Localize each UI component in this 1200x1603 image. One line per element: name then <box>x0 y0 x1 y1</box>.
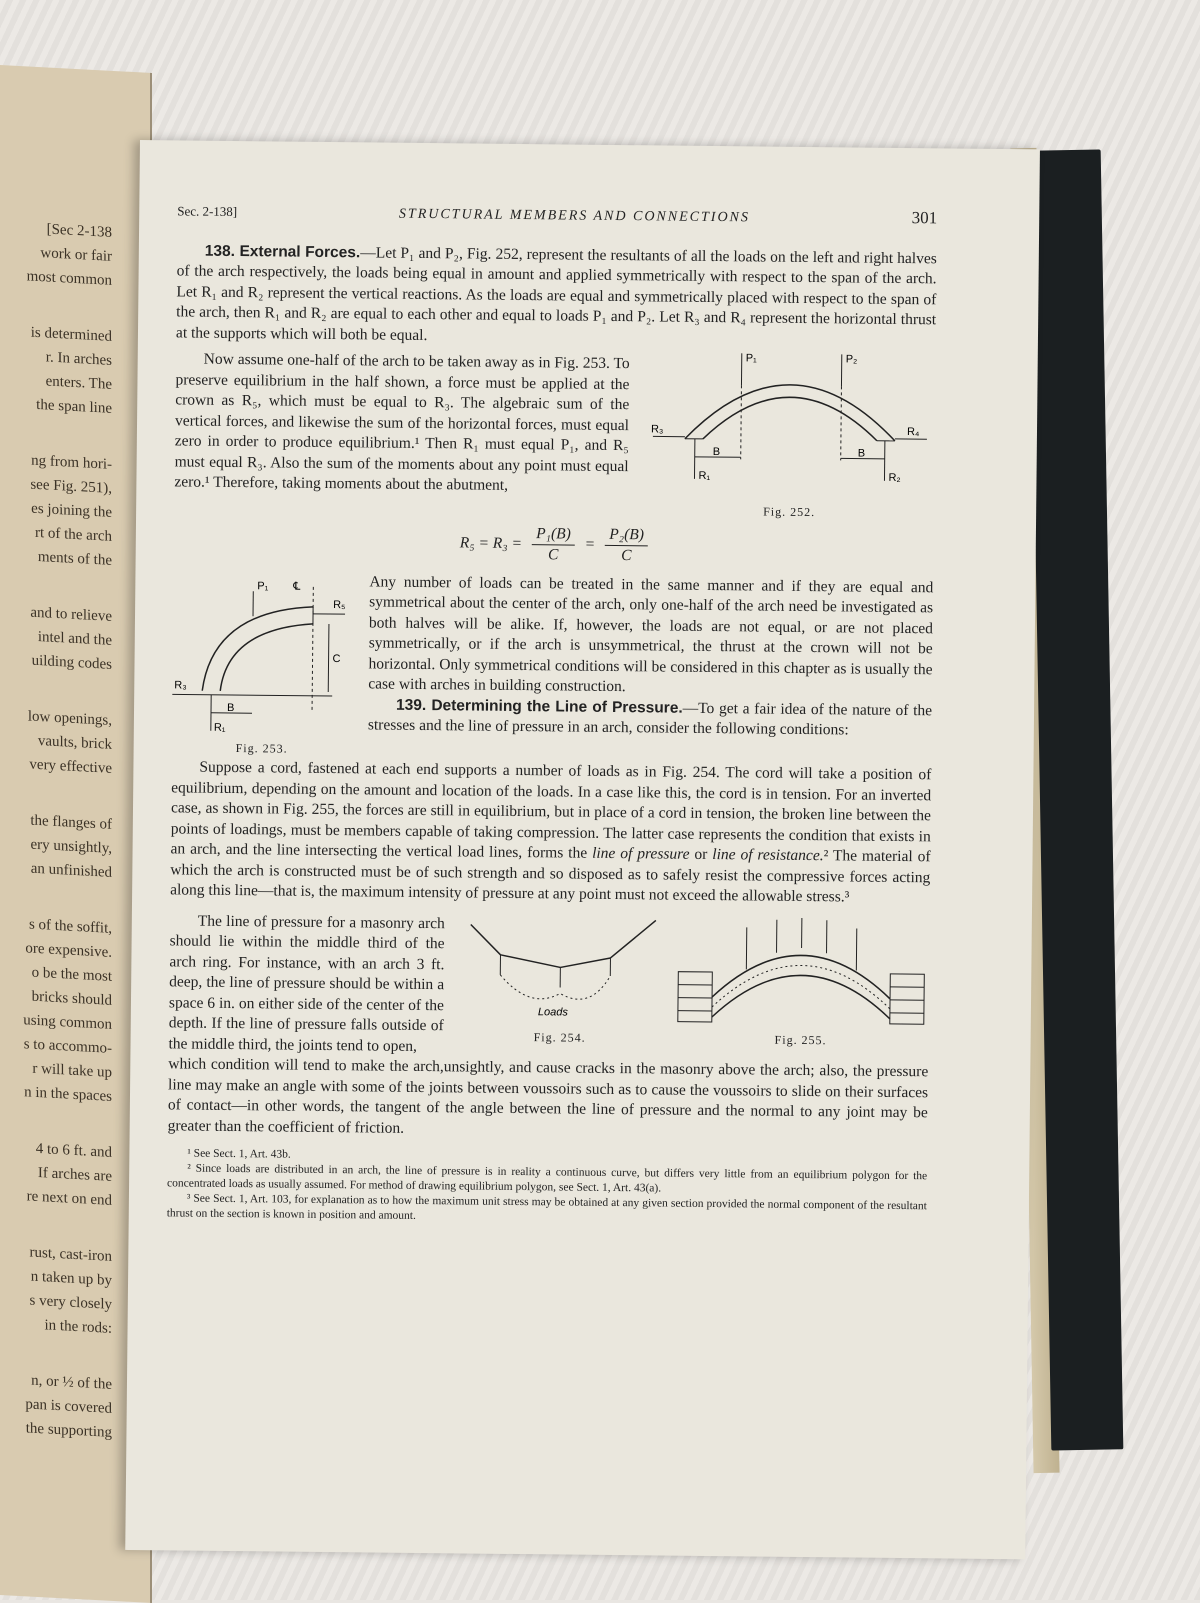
sec138-para2: Now assume one-half of the arch to be taken away as in Fig. 253. To preserve equilibrium in the half shown, a force must be applied at the crown as R₅, which must be equal to R₃. The algebraic sum of the vertical forces, and likewise the sum of the horizontal forces, must equal zero in order to produce equilibrium.¹ Then R₁ must equal P₁, and R₅ must equal R₃. Also the sum of the moments about any point must equal zero.¹ Therefore, taking moments about the abutment, <box>174 349 629 497</box>
left-page-line: If arches are <box>0 1159 112 1189</box>
sec138-para2-col <box>174 349 630 520</box>
left-page-line: and to relieve <box>0 599 112 629</box>
running-header <box>177 200 937 230</box>
left-page-line: work or fair <box>0 239 112 269</box>
footnote-1: ¹ See Sect. 1, Art. 43b. <box>167 1146 927 1169</box>
fig253-caption: Fig. 253. <box>236 738 288 759</box>
footnotes <box>167 1146 928 1229</box>
sec138-para1: 138. External Forces.—Let P₁ and P₂, Fig. 252, represent the resultants of all the loads on the left and right halves of the arch respectively, the loads being equal in amount and applied symmetrically with respect to the span of the arch. Let R₁ and R₂ represent the vertical reactions. As the loads are equal and symmetrically placed with respect to the span of the arch, then R₁ and R₂ are equal to each other and equal to loads P₁ and P₂. Let R₃ and R₄ represent the horizontal thrust at the supports which will both be equal. <box>176 241 937 351</box>
page-number: 301 <box>912 208 938 229</box>
figure-252 <box>644 348 936 524</box>
svg-text:R₂: R₂ <box>888 472 900 484</box>
sec139-para2a: The line of pressure for a masonry arch should lie within the middle third of the arch ring. For instance, with an arch 3 ft. deep, the line of pressure should be within a space 6 in. on either side of the center of the depth. If the line of pressure falls outside of the middle third, the joints tend to open, <box>168 911 444 1057</box>
page-content <box>167 200 938 1229</box>
left-page-line: bricks should <box>0 983 112 1013</box>
svg-text:℄: ℄ <box>292 580 300 592</box>
figure-253 <box>172 570 354 759</box>
left-page-line: the supporting <box>0 1415 112 1445</box>
svg-text:P₁: P₁ <box>746 352 757 364</box>
left-page-line: very effective <box>0 751 112 781</box>
left-page-line: ng from hori- <box>0 447 112 477</box>
svg-text:P₁: P₁ <box>257 580 268 592</box>
svg-text:B: B <box>227 701 234 713</box>
sec138-heading: 138. External Forces. <box>205 242 361 261</box>
sec138-139-col <box>368 572 934 765</box>
left-page-line: s of the soffit, <box>0 911 112 941</box>
sec139-row <box>168 911 929 1062</box>
term-line-of-pressure: line of pressure <box>592 845 690 863</box>
sec138-para3: Any number of loads can be treated in the same manner and if they are equal and symmetrical about the center of the arch, only one-half of the arch need be investigated as both halves will be alike. If, however, the loads are not equal, or are not placed symmetrically, or if the arch is unsymmetrical, the thrust at the crown will not be horizontal. Only symmetrical conditions will be considered in this chapter as is usually the case with arches in building construction. <box>368 572 933 701</box>
fig252-caption: Fig. 252. <box>763 502 815 523</box>
sec139-para1: Suppose a cord, fastened at each end supports a number of loads as in Fig. 254. The cord will take a position of equilibrium, depending on the amount and location of the loads. In a case like this, the cord is in tension. For an inverted case, as shown in Fig. 255, the forces are still in equilibrium, but in place of a cord in tension, the broken line between the points of loadings, must be members capable of taking compression. The latter case represents the condition that exists in an arch, and the line intersecting the vertical load lines, forms the line of pressure or line of resistance.² The material of which the arch is constructed must be of such strength and so disposed as to safely resist the compressive forces acting along this line—that is, the maximum intensity of pressure at any point must not exceed the allowable stress.³ <box>170 757 931 908</box>
figure-255 <box>675 916 926 1062</box>
sec139-para2b: which condition will tend to make the arch,unsightly, and cause cracks in the masonry above the arch; also, the pressure line may make an angle with some of the joints between voussoirs such as to cause the voussoirs to slide on their surfaces of contact—in other words, the tangent of the angle between the line of pressure and the normal to any joint may be greater than the coefficient of friction. <box>168 1054 929 1144</box>
equation <box>174 520 934 570</box>
svg-text:R₅: R₅ <box>333 599 346 611</box>
left-page-line: is determined <box>0 319 112 349</box>
footnote-3: ³ See Sect. 1, Art. 103, for explanation as to how the maximum unit stress may be obtained at any given section provided the normal component of the resultant thrust on the section is known in position and amount. <box>167 1191 927 1229</box>
arch-diagram-253 <box>172 570 354 737</box>
left-page-line: n taken up by <box>0 1263 112 1293</box>
left-page-line: uilding codes <box>0 647 112 677</box>
left-page-line: es joining the <box>0 495 112 525</box>
fig254-caption: Fig. 254. <box>534 1027 586 1048</box>
svg-text:P₂: P₂ <box>846 353 858 365</box>
left-page-line: rt of the arch <box>0 519 112 549</box>
sec138-row2 <box>172 570 934 765</box>
sec139-intro: 139. Determining the Line of Pressure.—To get a fair idea of the nature of the stresses and the line of pressure in an arch, consider the following conditions: <box>368 695 932 742</box>
term-line-of-resistance: line of resistance. <box>712 846 823 864</box>
left-page-line: rust, cast-iron <box>0 1239 112 1269</box>
left-page-line: [Sec 2-138 <box>0 215 112 245</box>
left-page-line: ore expensive. <box>0 935 112 965</box>
left-page-line: the flanges of <box>0 807 112 837</box>
sec138-row <box>174 343 936 523</box>
svg-text:Loads: Loads <box>538 1006 569 1018</box>
arch-diagram-252 <box>644 348 936 501</box>
figure-254 <box>459 914 660 1060</box>
eq-frac-1: $\frac{\text{P₁(B)}}{C}$ <box>532 524 575 566</box>
left-page-line: r. In arches <box>0 343 112 373</box>
left-page-line: n, or ½ of the <box>0 1367 112 1397</box>
header-section: Sec. 2-138] <box>177 201 237 222</box>
svg-text:R₁: R₁ <box>214 721 226 733</box>
masonry-arch-255 <box>676 916 927 1029</box>
right-page <box>125 140 1040 1559</box>
svg-text:R₃: R₃ <box>174 679 187 691</box>
sec139-heading: 139. Determining the Line of Pressure. <box>396 696 683 716</box>
left-page-line: the span line <box>0 391 112 421</box>
left-page-line: low openings, <box>0 703 112 733</box>
left-page-line: n in the spaces <box>0 1079 112 1109</box>
left-page-line: re next on end <box>0 1183 112 1213</box>
left-page-line: ery unsightly, <box>0 831 112 861</box>
left-page-line: an unfinished <box>0 855 112 885</box>
fig255-caption: Fig. 255. <box>774 1029 826 1050</box>
left-page-line: 4 to 6 ft. and <box>0 1135 112 1165</box>
header-title: STRUCTURAL MEMBERS AND CONNECTIONS <box>399 205 750 229</box>
left-page-line: most common <box>0 263 112 293</box>
left-page-line: pan is covered <box>0 1391 112 1421</box>
svg-text:R₃: R₃ <box>651 423 664 435</box>
left-page-line: s very closely <box>0 1287 112 1317</box>
eq-equals: = <box>585 535 596 556</box>
sec139-para2-col <box>168 911 444 1057</box>
cord-diagram-254 <box>460 914 661 1026</box>
svg-text:B: B <box>858 448 865 460</box>
left-page-line: o be the most <box>0 959 112 989</box>
left-page-line: ments of the <box>0 543 112 573</box>
left-page-line: intel and the <box>0 623 112 653</box>
left-page-line: s to accommo- <box>0 1031 112 1061</box>
eq-lhs: R₅ = R₃ = <box>460 534 522 555</box>
left-page-line: in the rods: <box>0 1311 112 1341</box>
svg-text:R₄: R₄ <box>907 426 920 438</box>
svg-text:C: C <box>333 653 341 665</box>
left-page-line: using common <box>0 1007 112 1037</box>
left-page-line: vaults, brick <box>0 727 112 757</box>
svg-text:R₁: R₁ <box>698 470 710 482</box>
eq-frac-2: $\frac{\text{P₂(B)}}{C}$ <box>605 524 648 566</box>
footnote-2: ² Since loads are distributed in an arch, the line of pressure is in reality a continuous curve, but differs very little from an equilibrium polygon for the concentrated loads as usually assumed. For method of drawing equilibrium polygon, see Sect. 1, Art. 43(a). <box>167 1161 927 1199</box>
left-page-line: enters. The <box>0 367 112 397</box>
svg-text:B: B <box>713 446 720 458</box>
left-page-line: r will take up <box>0 1055 112 1085</box>
left-page-text <box>0 215 130 1446</box>
left-page-line: see Fig. 251), <box>0 471 112 501</box>
